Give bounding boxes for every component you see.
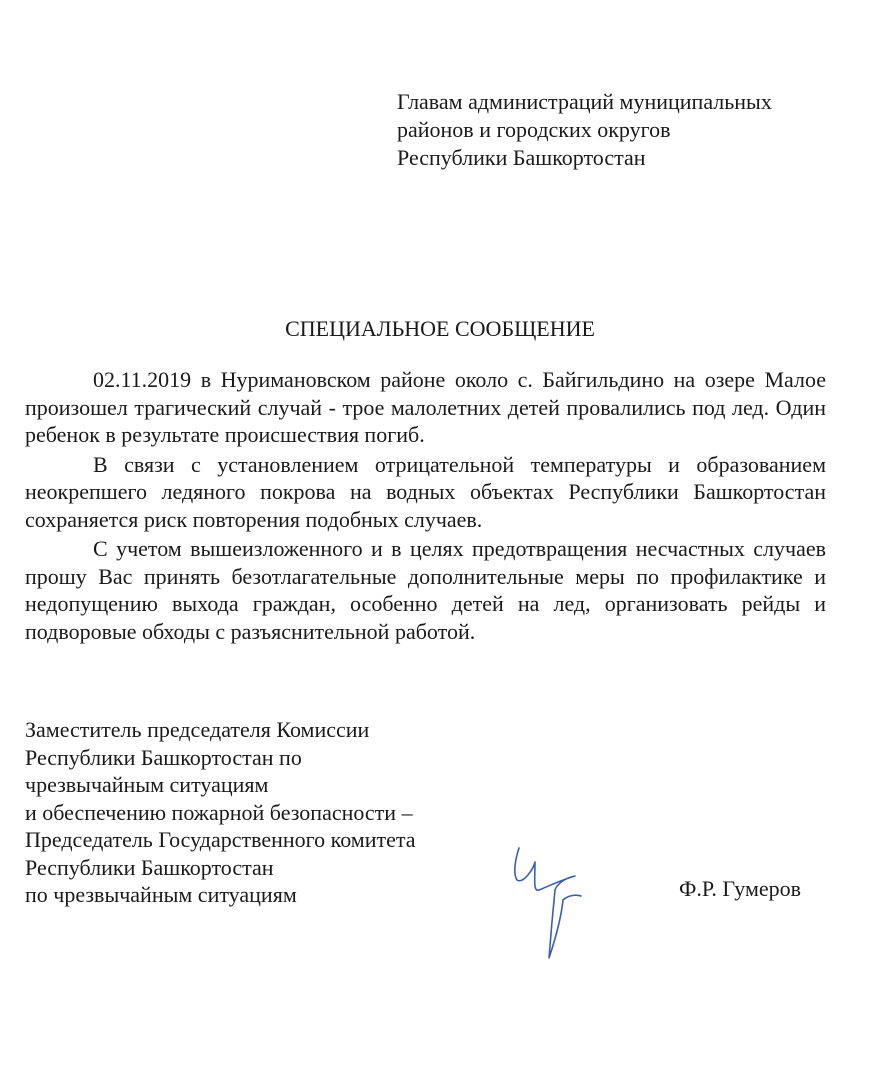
body-paragraph: С учетом вышеизложенного и в целях предотвращения несчастных случаев прошу Вас принять безотлагательные дополнительные меры по профилактике и недопущению выхода граждан, особенно детей на лед, организовать рейды и подворовые обходы с разъяснительной работой. bbox=[25, 536, 826, 644]
body-paragraph: 02.11.2019 в Нуримановском районе около с. Байгильдино на озере Малое произошел трагический случай - трое малолетних детей провалились под лед. Один ребенок в результате происшествия погиб. bbox=[25, 367, 826, 447]
addressee-line: Главам администраций муниципальных bbox=[397, 89, 772, 114]
position-line: и обеспечению пожарной безопасности – bbox=[25, 799, 413, 825]
signatory-position bbox=[25, 716, 416, 909]
position-line: Республики Башкортостан bbox=[25, 854, 274, 880]
addressee-line: Республики Башкортостан bbox=[397, 145, 646, 170]
position-line: чрезвычайным ситуациям bbox=[25, 772, 269, 797]
addressee-block bbox=[397, 88, 772, 172]
document-title: СПЕЦИАЛЬНОЕ СООБЩЕНИЕ bbox=[285, 316, 595, 341]
document-body bbox=[25, 366, 826, 647]
addressee-line: районов и городских округов bbox=[397, 117, 671, 142]
handwritten-signature bbox=[505, 840, 595, 965]
position-line: Республики Башкортостан по bbox=[25, 744, 302, 770]
position-line: Заместитель председателя Комиссии bbox=[25, 717, 370, 742]
position-line: Председатель Государственного комитета bbox=[25, 827, 416, 852]
position-line: по чрезвычайным ситуациям bbox=[25, 882, 297, 907]
signatory-name: Ф.Р. Гумеров bbox=[679, 876, 802, 901]
body-paragraph: В связи с установлением отрицательной температуры и образованием неокрепшего ледяного покрова на водных объектах Республики Башкортостан сохраняется риск повторения подобных случаев. bbox=[25, 451, 826, 532]
